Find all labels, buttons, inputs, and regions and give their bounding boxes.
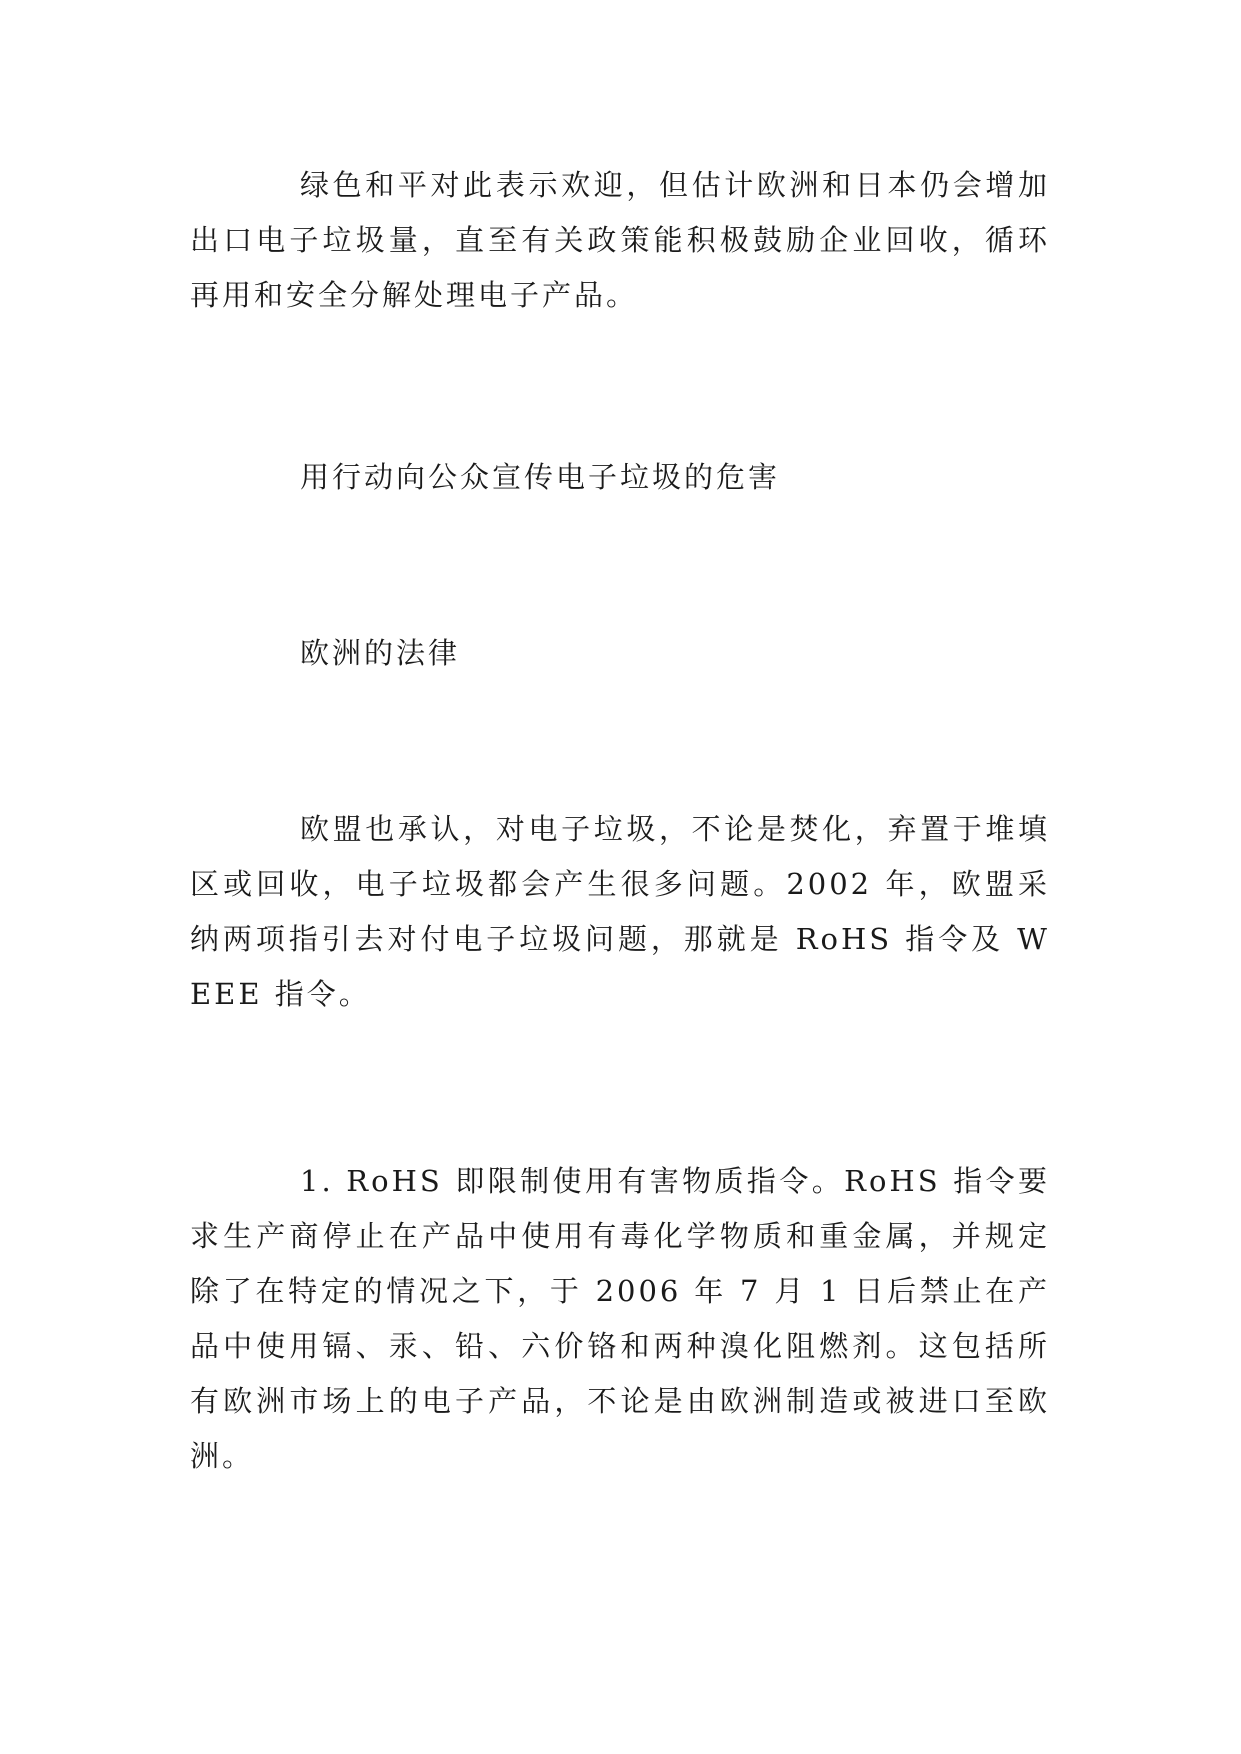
section-heading-european-law: 欧洲的法律	[300, 636, 461, 670]
section-heading-action: 用行动向公众宣传电子垃圾的危害	[300, 460, 781, 494]
body-paragraph-eu-directives: 欧盟也承认，对电子垃圾，不论是焚化，弃置于堆填区或回收，电子垃圾都会产生很多问题。2002 年，欧盟采纳两项指引去对付电子垃圾问题，那就是 RoHS 指令及 WEEE 指令。	[190, 812, 1050, 1011]
body-paragraph-greenpeace: 绿色和平对此表示欢迎，但估计欧洲和日本仍会增加出口电子垃圾量，直至有关政策能积极鼓励企业回收，循环再用和安全分解处理电子产品。	[190, 168, 1050, 312]
body-paragraph-rohs: 1. RoHS 即限制使用有害物质指令。RoHS 指令要求生产商停止在产品中使用有毒化学物质和重金属，并规定除了在特定的情况之下，于 2006 年 7 月 1 日后禁止在产品中使用镉、汞、铅、六价铬和两种溴化阻燃剂。这包括所有欧洲市场上的电子产品，不论是由欧洲制造或被进口至欧洲。	[190, 1164, 1050, 1473]
